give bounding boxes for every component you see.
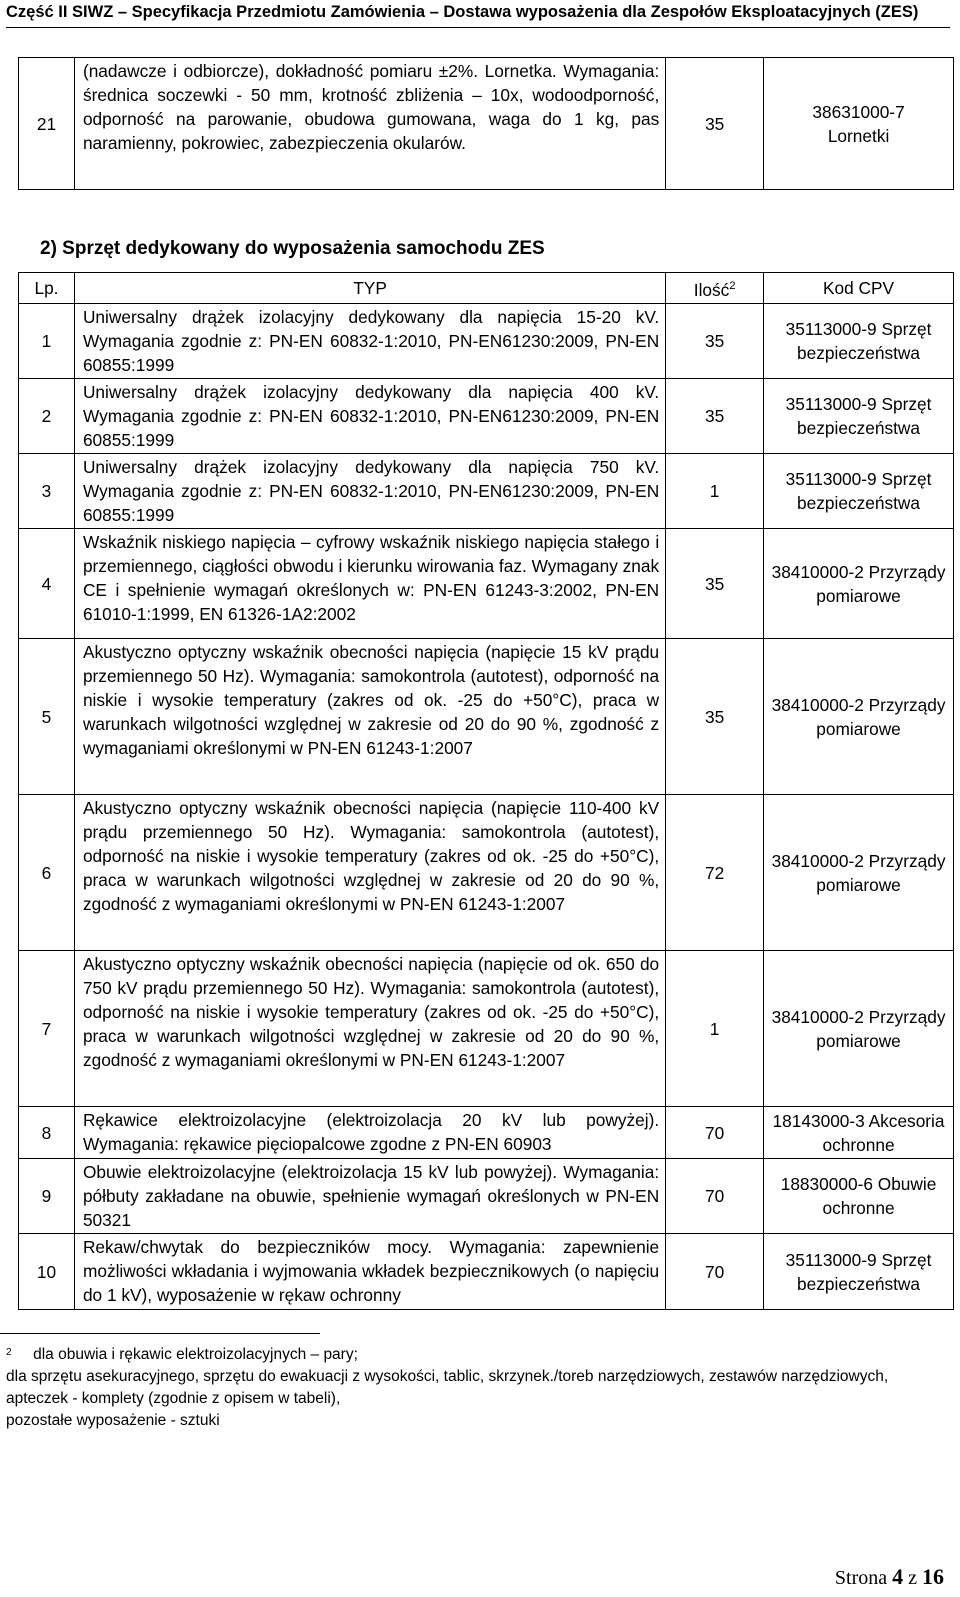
cpv-code: 18143000-3 Akcesoria ochronne xyxy=(764,1107,954,1159)
page-label: Strona xyxy=(834,1567,888,1589)
qty-header-label: Ilość xyxy=(693,279,730,300)
table-row xyxy=(19,379,954,454)
item-quantity: 35 xyxy=(666,639,764,795)
cpv-code: 35113000-9 Sprzęt bezpieczeństwa xyxy=(764,454,954,529)
vehicle-equipment-table xyxy=(18,272,954,1310)
column-header-cpv: Kod CPV xyxy=(764,273,954,304)
row-number: 8 xyxy=(19,1107,75,1159)
item-quantity: 1 xyxy=(666,454,764,529)
cpv-code xyxy=(764,58,954,190)
row-number: 1 xyxy=(19,304,75,379)
item-description: Obuwie elektroizolacyjne (elektroizolacja 15 kV lub powyżej). Wymagania: półbuty zakładane na obuwie, spełnienie wymagań określonych w PN-EN 50321 xyxy=(74,1159,665,1234)
column-header-typ: TYP xyxy=(74,273,665,304)
item-description: Rekaw/chwytak do bezpieczników mocy. Wymagania: zapewnienie możliwości wkładania i wyjmowania wkładek bezpiecznikowych (o napięciu do 1 kV), wyposażenie w rękaw ochronny xyxy=(74,1234,665,1310)
footnote-line xyxy=(6,1344,950,1366)
table-row xyxy=(19,1234,954,1310)
table-row xyxy=(19,304,954,379)
item-quantity: 35 xyxy=(666,529,764,639)
item-description: Uniwersalny drążek izolacyjny dedykowany dla napięcia 15-20 kV. Wymagania zgodnie z: PN-EN 60832-1:2010, PN-EN61230:2009, PN-EN 60855:1999 xyxy=(74,304,665,379)
footnote-divider xyxy=(0,1333,320,1334)
cpv-code: 38410000-2 Przyrządy pomiarowe xyxy=(764,529,954,639)
document-header: Część II SIWZ – Specyfikacja Przedmiotu Zamówienia – Dostawa wyposażenia dla Zespołów Eksploatacyjnych (ZES) xyxy=(6,3,950,28)
row-number: 21 xyxy=(19,58,75,190)
footnote-line: pozostałe wyposażenie - sztuki xyxy=(6,1412,220,1429)
item-quantity: 35 xyxy=(666,379,764,454)
cpv-code: 38410000-2 Przyrządy pomiarowe xyxy=(764,795,954,951)
cpv-code: 35113000-9 Sprzęt bezpieczeństwa xyxy=(764,1234,954,1310)
page-number xyxy=(835,1564,944,1590)
table-row xyxy=(19,454,954,529)
footnotes xyxy=(6,1344,950,1432)
item-description: Akustyczno optyczny wskaźnik obecności napięcia (napięcie 15 kV prądu przemiennego 50 Hz). Wymagania: samokontrola (autotest), odporność na niskie i wysokie temperatury (zakres od ok. -25 do +50°C), praca w warunkach wilgotności względnej w zakresie od 20 do 90 %, zgodność z wymaganiami określonymi w PN-EN 61243-1:2007 xyxy=(74,639,665,795)
item-quantity: 35 xyxy=(666,304,764,379)
cpv-code: 35113000-9 Sprzęt bezpieczeństwa xyxy=(764,379,954,454)
continued-equipment-table xyxy=(18,57,954,190)
item-description: Rękawice elektroizolacyjne (elektroizolacja 20 kV lub powyżej). Wymagania: rękawice pięciopalcowe zgodne z PN-EN 60903 xyxy=(74,1107,665,1159)
table-row xyxy=(19,529,954,639)
item-quantity: 70 xyxy=(666,1107,764,1159)
footnote-line: dla sprzętu asekuracyjnego, sprzętu do ewakuacji z wysokości, tablic, skrzynek./toreb narzędziowych, zestawów narzędziowych, apteczek - komplety (zgodnie z opisem w tabeli), xyxy=(6,1368,889,1407)
row-number: 2 xyxy=(19,379,75,454)
table-row xyxy=(19,795,954,951)
cpv-code: 35113000-9 Sprzęt bezpieczeństwa xyxy=(764,304,954,379)
item-quantity: 1 xyxy=(666,951,764,1107)
cpv-code: 38410000-2 Przyrządy pomiarowe xyxy=(764,639,954,795)
item-quantity: 70 xyxy=(666,1234,764,1310)
item-description: Wskaźnik niskiego napięcia – cyfrowy wskaźnik niskiego napięcia stałego i przemiennego, ciągłości obwodu i kierunku wirowania faz. Wymagany znak CE i spełnienie wymagań określonych w: PN-EN 61243-3:2002, PN-EN 61010-1:1999, EN 61326-1A2:2002 xyxy=(74,529,665,639)
footnote-ref: 2 xyxy=(729,280,736,293)
table-row xyxy=(19,58,954,190)
item-description: Uniwersalny drążek izolacyjny dedykowany dla napięcia 750 kV. Wymagania zgodnie z: PN-EN 60832-1:2010, PN-EN61230:2009, PN-EN 60855:1999 xyxy=(74,454,665,529)
cpv-number: 38631000-7 xyxy=(812,101,905,122)
row-number: 3 xyxy=(19,454,75,529)
item-description: Uniwersalny drążek izolacyjny dedykowany dla napięcia 400 kV. Wymagania zgodnie z: PN-EN 60832-1:2010, PN-EN61230:2009, PN-EN 60855:1999 xyxy=(74,379,665,454)
row-number: 9 xyxy=(19,1159,75,1234)
item-quantity: 70 xyxy=(666,1159,764,1234)
cpv-code: 18830000-6 Obuwie ochronne xyxy=(764,1159,954,1234)
row-number: 4 xyxy=(19,529,75,639)
row-number: 6 xyxy=(19,795,75,951)
page-of: z xyxy=(908,1567,917,1589)
item-quantity: 35 xyxy=(666,58,764,190)
row-number: 10 xyxy=(19,1234,75,1310)
cpv-name: Lornetki xyxy=(827,125,890,146)
table-row xyxy=(19,639,954,795)
table-row xyxy=(19,1107,954,1159)
item-quantity: 72 xyxy=(666,795,764,951)
footnote-marker: 2 xyxy=(6,1347,12,1358)
item-description: Akustyczno optyczny wskaźnik obecności napięcia (napięcie od ok. 650 do 750 kV prądu przemiennego 50 Hz). Wymagania: samokontrola (autotest), odporność na niskie i wysokie temperatury (zakres od ok. -25 do +50°C), praca w warunkach wilgotności względnej w zakresie od 20 do 90 %, zgodność z wymaganiami określonymi w PN-EN 61243-1:2007 xyxy=(74,951,665,1107)
page-total: 16 xyxy=(922,1564,944,1589)
column-header-lp: Lp. xyxy=(19,273,75,304)
table-body xyxy=(19,304,954,1310)
table-row xyxy=(19,1159,954,1234)
footnote-text: dla obuwia i rękawic elektroizolacyjnych – pary; xyxy=(33,1346,358,1363)
row-number: 7 xyxy=(19,951,75,1107)
column-header-qty xyxy=(666,273,764,304)
table-row xyxy=(19,951,954,1107)
page-current: 4 xyxy=(892,1564,904,1589)
row-number: 5 xyxy=(19,639,75,795)
table-header-row xyxy=(19,273,954,304)
section-title: 2) Sprzęt dedykowany do wyposażenia samochodu ZES xyxy=(40,238,545,259)
cpv-code: 38410000-2 Przyrządy pomiarowe xyxy=(764,951,954,1107)
item-description: Akustyczno optyczny wskaźnik obecności napięcia (napięcie 110-400 kV prądu przemiennego 50 Hz). Wymagania: samokontrola (autotest), odporność na niskie i wysokie temperatury (zakres od ok. -25 do +50°C), praca w warunkach wilgotności względnej w zakresie od 20 do 90 %, zgodność z wymaganiami określonymi w PN-EN 61243-1:2007 xyxy=(74,795,665,951)
item-description: (nadawcze i odbiorcze), dokładność pomiaru ±2%. Lornetka. Wymagania: średnica soczewki - 50 mm, krotność zbliżenia – 10x, wodoodporność, odporność na parowanie, obudowa gumowana, waga do 1 kg, pas naramienny, pokrowiec, zabezpieczenia okularów. xyxy=(74,58,665,190)
